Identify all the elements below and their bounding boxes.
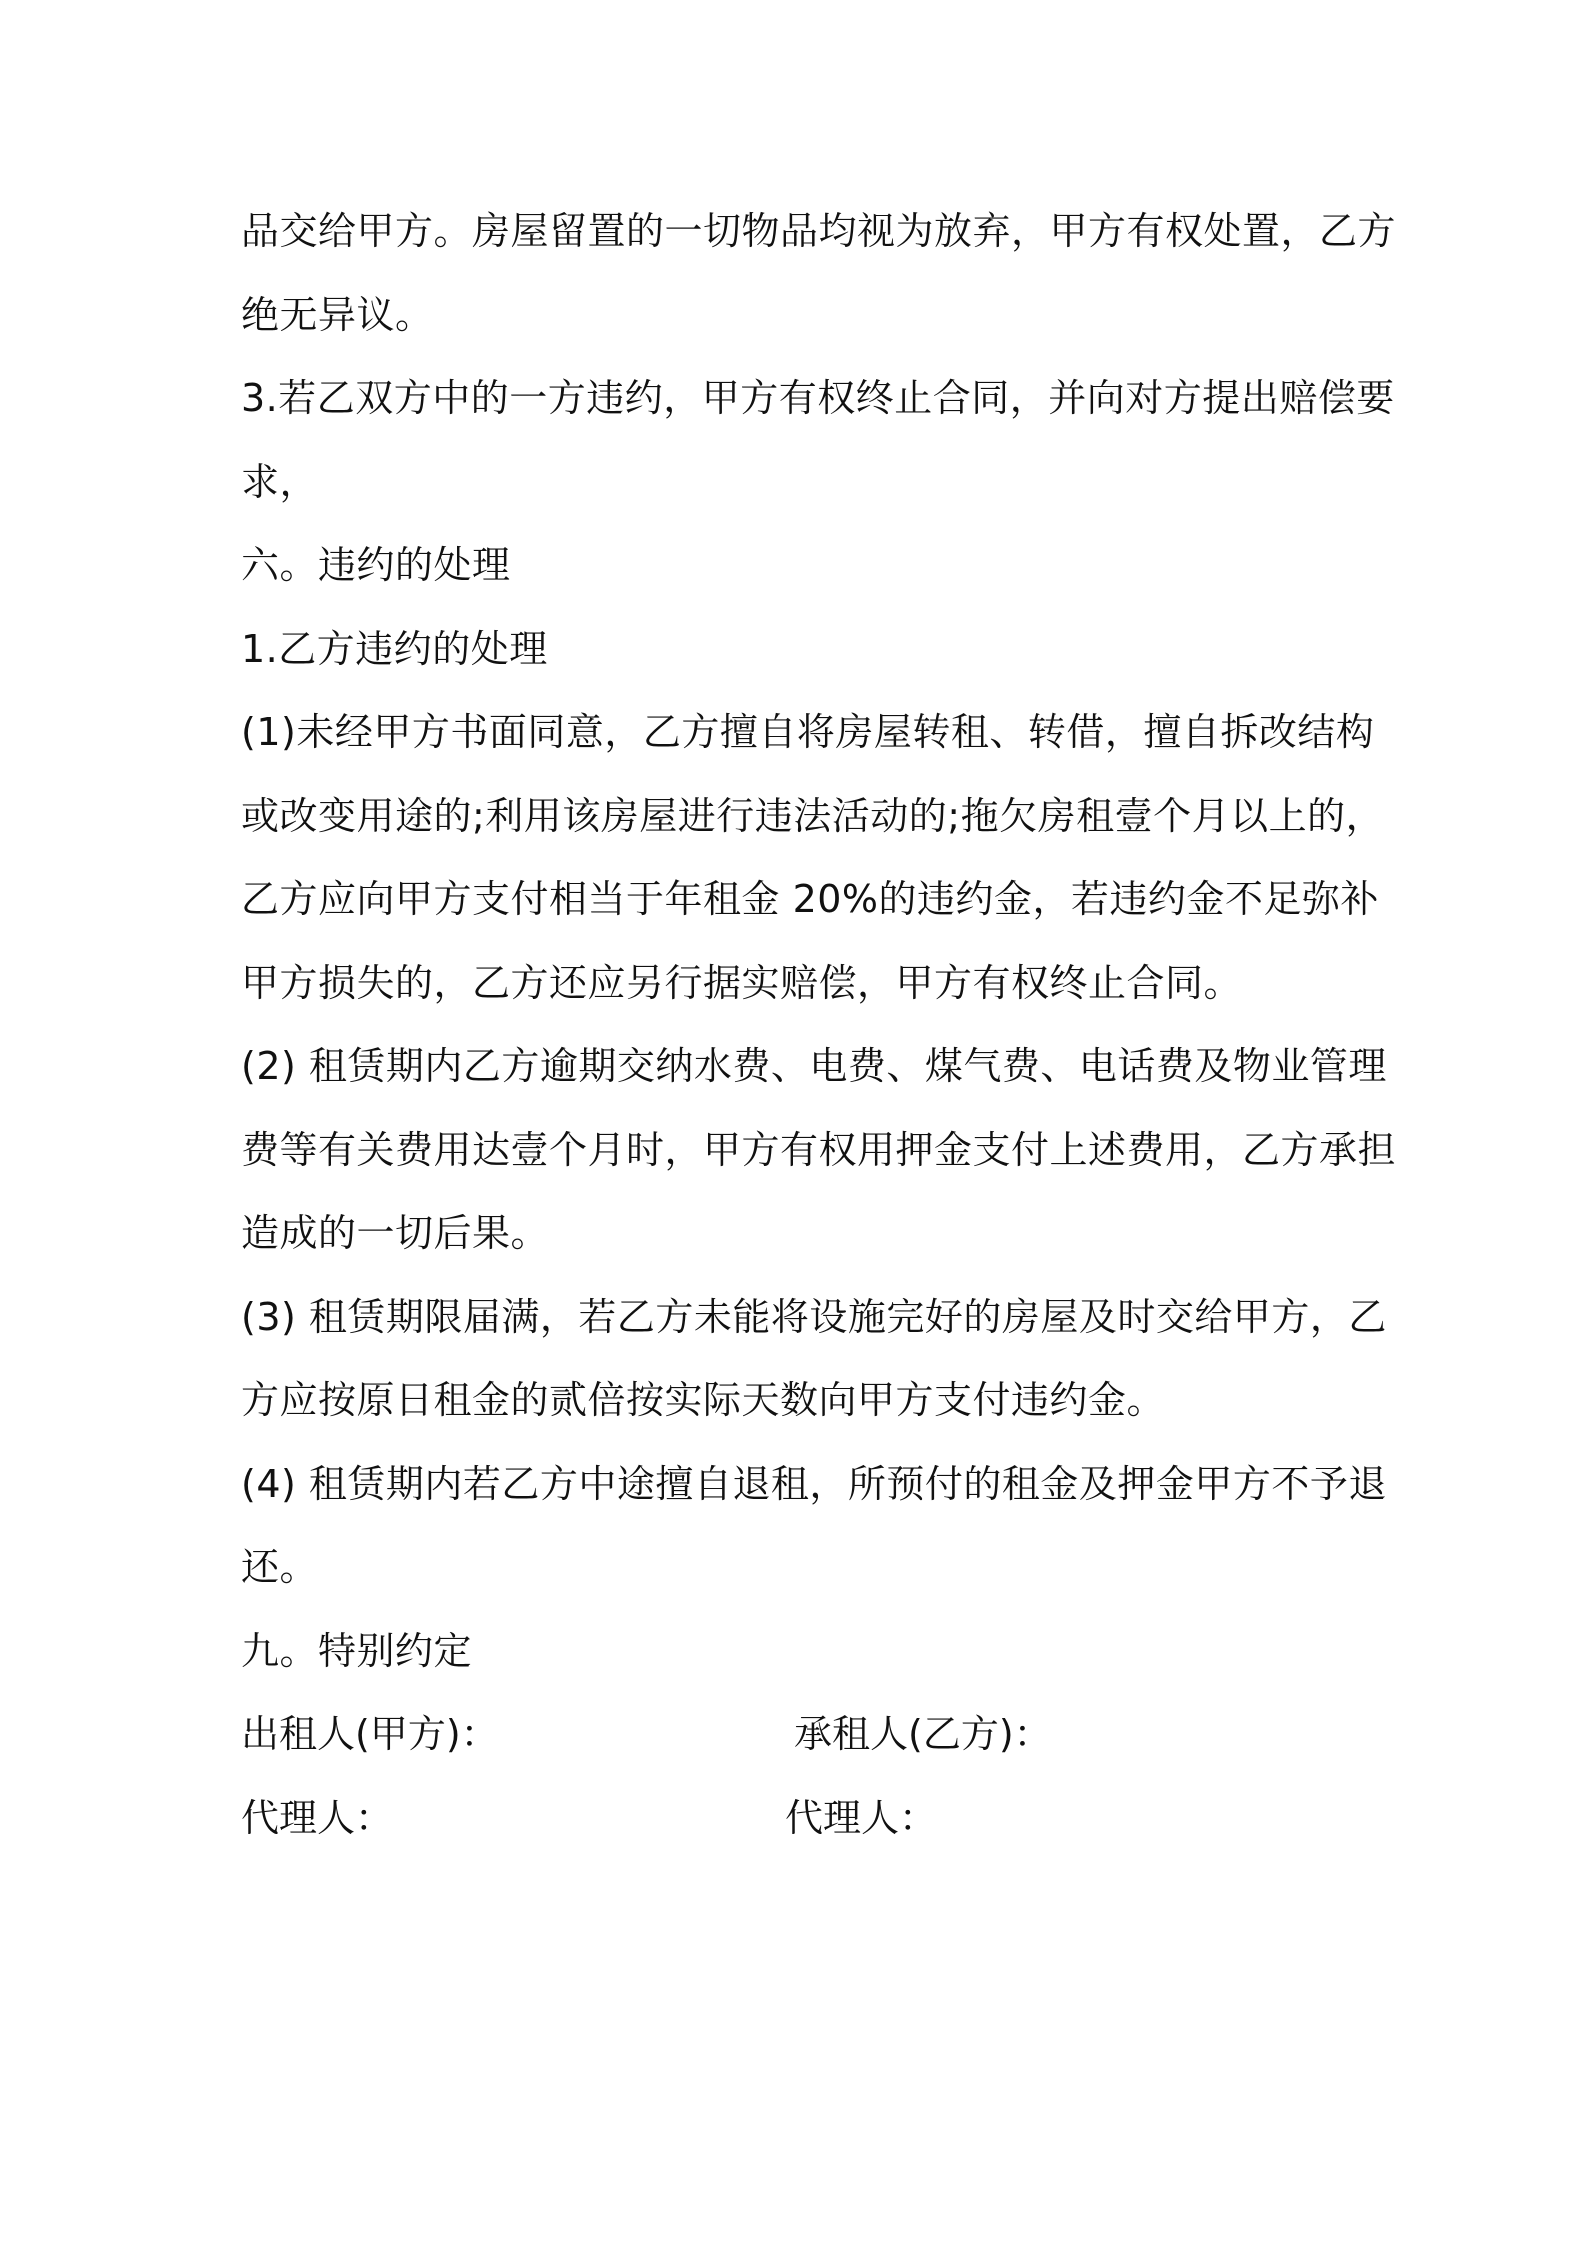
section-heading: 九。特别约定 (241, 1628, 473, 1673)
text-line: (1)未经甲方书面同意，乙方擅自将房屋转租、转借，擅自拆改结构 (241, 710, 1375, 754)
text-line: 或改变用途的;利用该房屋进行违法活动的;拖欠房租壹个月以上的， (241, 793, 1385, 838)
text-line: (3) 租赁期限届满，若乙方未能将设施完好的房屋及时交给甲方，乙 (241, 1294, 1387, 1339)
text-line: 甲方损失的，乙方还应另行据实赔偿，甲方有权终止合同。 (241, 960, 1243, 1005)
text-line: 3.若乙双方中的一方违约，甲方有权终止合同，并向对方提出赔偿要 (241, 376, 1395, 420)
section-heading: 六。违约的处理 (241, 543, 511, 587)
text-line: 还。 (241, 1545, 319, 1589)
signature-row-parties (241, 1699, 1363, 1783)
document-body (241, 196, 1397, 1866)
lessee-agent-label: 代理人： (785, 1795, 938, 1840)
text-line: 方应按原日租金的贰倍按实际天数向甲方支付违约金。 (241, 1378, 1166, 1422)
lessee-label: 承租人(乙方)： (794, 1712, 1052, 1756)
text-line: 费等有关费用达壹个月时，甲方有权用押金支付上述费用，乙方承担 (241, 1127, 1397, 1172)
subsection-heading: 1.乙方违约的处理 (241, 626, 548, 671)
text-line: 品交给甲方。房屋留置的一切物品均视为放弃，甲方有权处置，乙方 (241, 209, 1397, 253)
text-line: 造成的一切后果。 (241, 1211, 550, 1255)
text-line: (4) 租赁期内若乙方中途擅自退租，所预付的租金及押金甲方不予退 (241, 1461, 1387, 1506)
signature-row-agents (241, 1783, 1363, 1867)
text-line: 绝无异议。 (241, 292, 434, 337)
text-line: 求， (241, 459, 319, 504)
lessor-agent-label: 代理人： (241, 1795, 394, 1840)
lessor-label: 出租人(甲方)： (241, 1712, 499, 1756)
text-line: 乙方应向甲方支付相当于年租金 20%的违约金，若违约金不足弥补 (241, 877, 1380, 921)
text-line: (2) 租赁期内乙方逾期交纳水费、电费、煤气费、电话费及物业管理 (241, 1044, 1387, 1088)
